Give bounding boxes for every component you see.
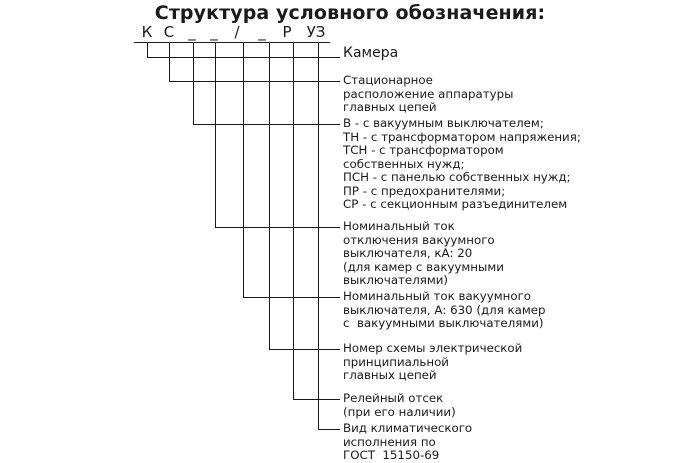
connector-breaking-current xyxy=(216,42,341,228)
desc-climate-version: Вид климатического исполнения по ГОСТ 15150-69 xyxy=(343,421,473,462)
desc-breaking-current: Номинальный ток отключения вакуумного выключателя, кА: 20 (для камер с вакуумными выключателями) xyxy=(343,219,504,287)
connector-rated-current xyxy=(244,42,341,298)
code-part-u3: УЗ xyxy=(306,23,326,41)
code-part-blank3: _ xyxy=(258,23,266,41)
code-part-blank2: _ xyxy=(210,23,218,41)
desc-relay-section: Релейный отсек (при его наличии) xyxy=(343,391,456,419)
connector-s xyxy=(170,42,341,82)
desc-scheme-number: Номер схемы электрической принципиальной главных цепей xyxy=(343,341,523,382)
connector-scheme xyxy=(270,42,341,350)
desc-chamber: Камера xyxy=(343,45,399,61)
desc-equipment-type: В - с вакуумным выключателем; ТН - с трансформатором напряжения; ТСН - с трансформатором собственных нужд; ПСН - с панелью собственных нужд; ПР - с предохранителями; СР - с секционным разъединителем xyxy=(343,116,581,211)
connector-climate xyxy=(319,42,341,430)
connector-relay xyxy=(294,42,341,400)
code-part-blank1: _ xyxy=(188,23,196,41)
code-part-slash: / xyxy=(234,23,240,41)
code-part-k: К xyxy=(141,23,153,41)
code-part-r: Р xyxy=(282,23,292,41)
desc-stationary: Стационарное расположение аппаратуры главных цепей xyxy=(343,73,514,114)
diagram-title: Структура условного обозначения: xyxy=(154,2,546,24)
desc-rated-current: Номинальный ток вакуумного выключателя, А: 630 (для камер с вакуумными выключателями) xyxy=(343,289,546,330)
code-part-s: С xyxy=(163,23,175,41)
